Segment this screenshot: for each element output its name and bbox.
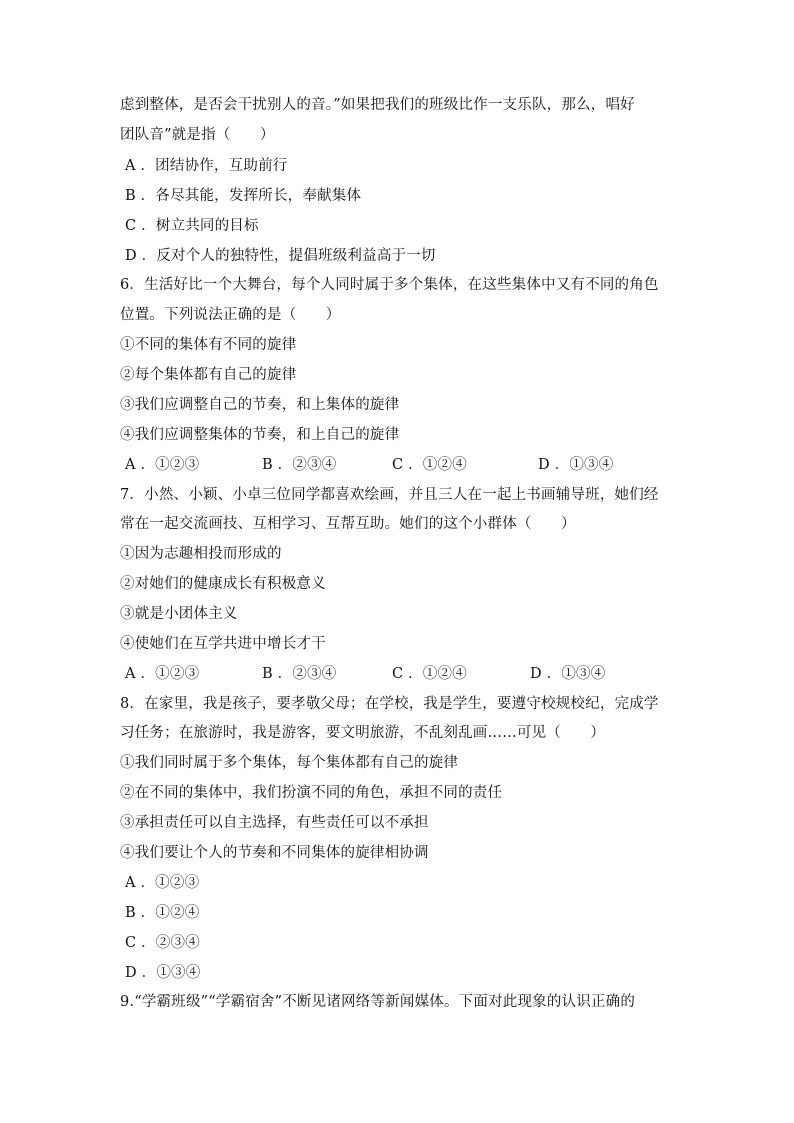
q7-item-4: ④使她们在互学共进中增长才干 xyxy=(120,636,326,652)
q6-option-c: C ．①②④ xyxy=(392,457,467,473)
q7-stem-line-2: 常在一起交流画技、互相学习、互帮互助。她们的这个小群体（ ） xyxy=(120,516,576,532)
q8-item-3: ③承担责任可以自主选择，有些责任可以不承担 xyxy=(120,815,429,831)
q5-option-c: C ．树立共同的目标 xyxy=(125,218,259,234)
q7-item-3: ③就是小团体主义 xyxy=(120,606,238,622)
q8-stem-line-1: 8．在家里，我是孩子，要孝敬父母；在学校，我是学生，要遵守校规校纪，完成学 xyxy=(120,696,659,712)
q5-stem-line-1: 虑到整体，是否会干扰别人的音。”如果把我们的班级比作一支乐队，那么，唱好 xyxy=(120,97,635,113)
q6-item-4: ④我们应调整集体的节奏，和上自己的旋律 xyxy=(120,427,400,443)
q5-option-d: D ．反对个人的独特性，提倡班级利益高于一切 xyxy=(125,248,436,264)
q8-item-4: ④我们要让个人的节奏和不同集体的旋律相协调 xyxy=(120,845,429,861)
q7-option-d: D ．①③④ xyxy=(530,666,606,682)
q9-stem-line-1: 9.“学霸班级”“学霸宿舍”不断见诸网络等新闻媒体。下面对此现象的认识正确的 xyxy=(120,994,636,1010)
q5-option-a: A ．团结协作，互助前行 xyxy=(125,158,288,174)
q6-item-3: ③我们应调整自己的节奏，和上集体的旋律 xyxy=(120,397,400,413)
q8-item-1: ①我们同时属于多个集体，每个集体都有自己的旋律 xyxy=(120,755,459,771)
q7-option-c: C ．①②④ xyxy=(392,666,467,682)
q6-option-b: B ．②③④ xyxy=(262,457,337,473)
q7-option-b: B ．②③④ xyxy=(262,666,337,682)
q6-stem-line-2: 位置。下列说法正确的是（ ） xyxy=(120,307,341,323)
q8-stem-line-2: 习任务；在旅游时，我是游客，要文明旅游，不乱刻乱画……可见（ ） xyxy=(120,725,606,741)
q8-option-d: D ．①③④ xyxy=(125,965,201,981)
q7-item-1: ①因为志趣相投而形成的 xyxy=(120,546,282,562)
q6-option-d: D ．①③④ xyxy=(538,457,614,473)
q7-item-2: ②对她们的健康成长有积极意义 xyxy=(120,576,326,592)
q6-item-1: ①不同的集体有不同的旋律 xyxy=(120,337,297,353)
q6-item-2: ②每个集体都有自己的旋律 xyxy=(120,367,297,383)
q8-item-2: ②在不同的集体中，我们扮演不同的角色，承担不同的责任 xyxy=(120,785,503,801)
q8-option-a: A ．①②③ xyxy=(125,875,200,891)
q7-option-a: A ．①②③ xyxy=(125,666,200,682)
q6-option-a: A ．①②③ xyxy=(125,457,200,473)
q7-stem-line-1: 7．小然、小颖、小卓三位同学都喜欢绘画，并且三人在一起上书画辅导班，她们经 xyxy=(120,487,659,503)
q8-option-b: B ．①②④ xyxy=(125,905,200,921)
q6-stem-line-1: 6．生活好比一个大舞台，每个人同时属于多个集体，在这些集体中又有不同的角色 xyxy=(120,277,659,293)
q5-stem-line-2: 团队音”就是指（ ） xyxy=(120,127,275,143)
q8-option-c: C ．②③④ xyxy=(125,935,200,951)
q5-option-b: B ．各尽其能，发挥所长，奉献集体 xyxy=(125,188,362,204)
